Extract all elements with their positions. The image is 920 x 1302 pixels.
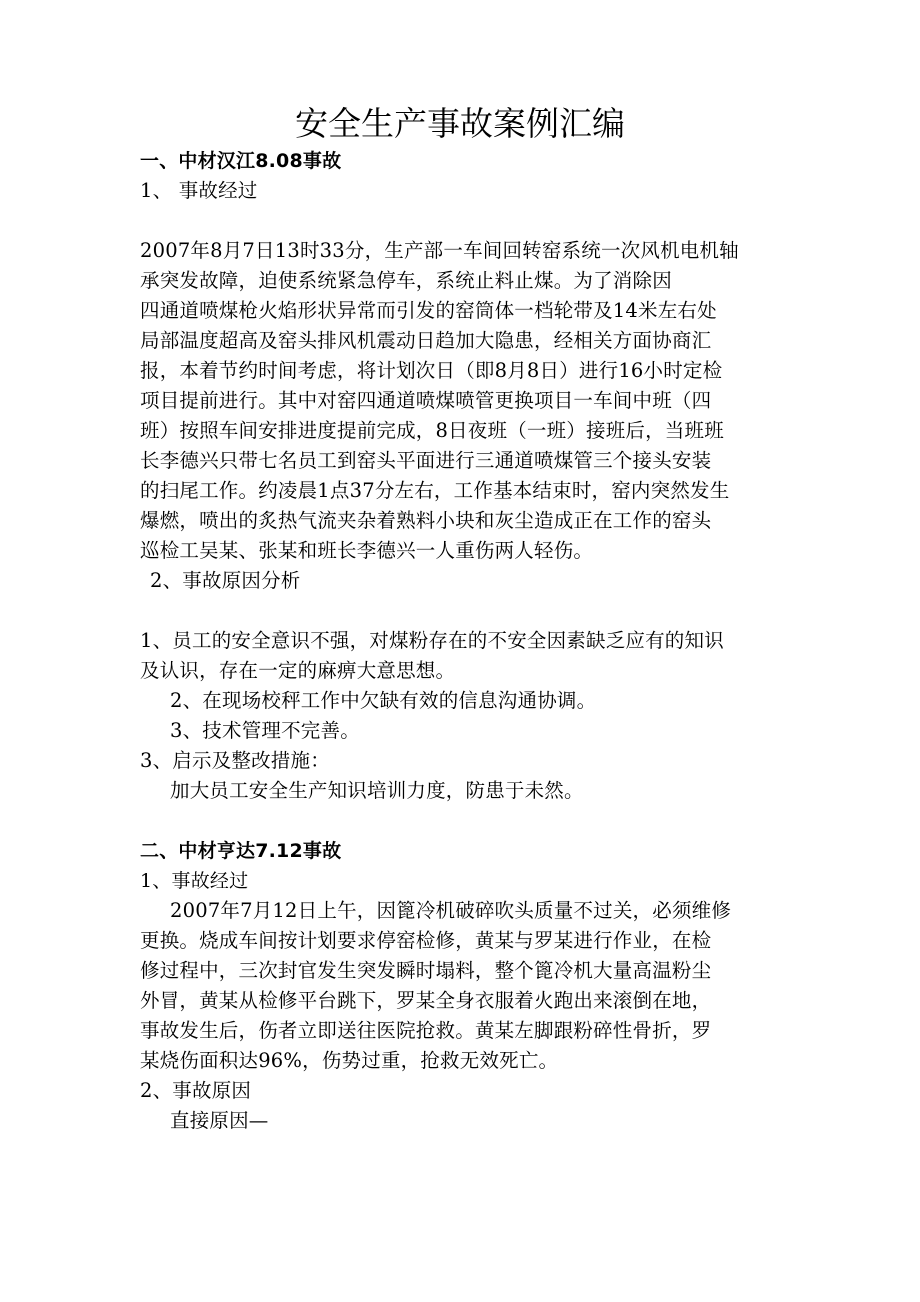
paragraph-line: 四通道喷煤枪火焰形状异常而引发的窑筒体一档轮带及14米左右处 bbox=[140, 299, 717, 322]
paragraph-line: 长李德兴只带七名员工到窑头平面进行三通道喷煤管三个接头安装 bbox=[140, 449, 712, 472]
paragraph-line: 加大员工安全生产知识培训力度，防患于未然。 bbox=[170, 779, 584, 802]
list-item: 3、技术管理不完善。 bbox=[170, 719, 360, 742]
paragraph-line: 某烧伤面积达96%，伤势过重，抢救无效死亡。 bbox=[140, 1049, 559, 1072]
subsection-heading: 2、事故原因 bbox=[140, 1079, 252, 1102]
section-heading: 二、中材亨达7.12事故 bbox=[140, 840, 342, 862]
paragraph-line: 外冒，黄某从检修平台跳下，罗某全身衣服着火跑出来滚倒在地， bbox=[140, 989, 712, 1012]
paragraph-line: 直接原因— bbox=[170, 1109, 269, 1132]
paragraph-line: 更换。烧成车间按计划要求停窑检修，黄某与罗某进行作业，在检 bbox=[140, 929, 712, 952]
paragraph-line: 2007年7月12日上午，因篦冷机破碎吹头质量不过关，必须维修 bbox=[170, 899, 732, 922]
paragraph-line: 报，本着节约时间考虑，将计划次日（即8月8日）进行16小时定检 bbox=[140, 359, 723, 382]
paragraph-line: 爆燃，喷出的炙热气流夹杂着熟料小块和灰尘造成正在工作的窑头 bbox=[140, 509, 712, 532]
list-item: 2、在现场校秤工作中欠缺有效的信息沟通协调。 bbox=[170, 689, 597, 712]
subsection-heading: 1、事故经过 bbox=[140, 870, 249, 892]
subsection-heading: 3、启示及整改措施： bbox=[140, 749, 330, 772]
paragraph-line: 修过程中，三次封官发生突发瞬时塌料，整个篦冷机大量高温粉尘 bbox=[140, 959, 712, 982]
document-title: 安全生产事故案例汇编 bbox=[295, 104, 625, 143]
paragraph-line: 项目提前进行。其中对窑四通道喷煤喷管更换项目一车间中班（四 bbox=[140, 389, 712, 412]
list-item: 1、员工的安全意识不强，对煤粉存在的不安全因素缺乏应有的知识 bbox=[140, 629, 724, 652]
section-heading: 一、中材汉江8.08事故 bbox=[140, 150, 342, 172]
paragraph-line: 班）按照车间安排进度提前完成，8日夜班（一班）接班后，当班班 bbox=[140, 419, 724, 442]
paragraph-line: 承突发故障，迫使系统紧急停车，系统止料止煤。为了消除因 bbox=[140, 269, 672, 292]
paragraph-line: 局部温度超高及窑头排风机震动日趋加大隐患，经相关方面协商汇 bbox=[140, 329, 712, 352]
paragraph-line: 巡检工吴某、张某和班长李德兴一人重伤两人轻伤。 bbox=[140, 539, 594, 562]
subsection-heading: 2、事故原因分析 bbox=[150, 569, 301, 592]
paragraph-line: 2007年8月7日13时33分，生产部一车间回转窑系统一次风机电机轴 bbox=[140, 239, 739, 262]
paragraph-line: 事故发生后，伤者立即送往医院抢救。黄某左脚跟粉碎性骨折，罗 bbox=[140, 1019, 712, 1042]
paragraph-line: 的扫尾工作。约凌晨1点37分左右，工作基本结束时，窑内突然发生 bbox=[140, 479, 730, 502]
subsection-heading: 1、 事故经过 bbox=[140, 179, 258, 202]
list-item-continuation: 及认识，存在一定的麻痹大意思想。 bbox=[140, 659, 456, 682]
